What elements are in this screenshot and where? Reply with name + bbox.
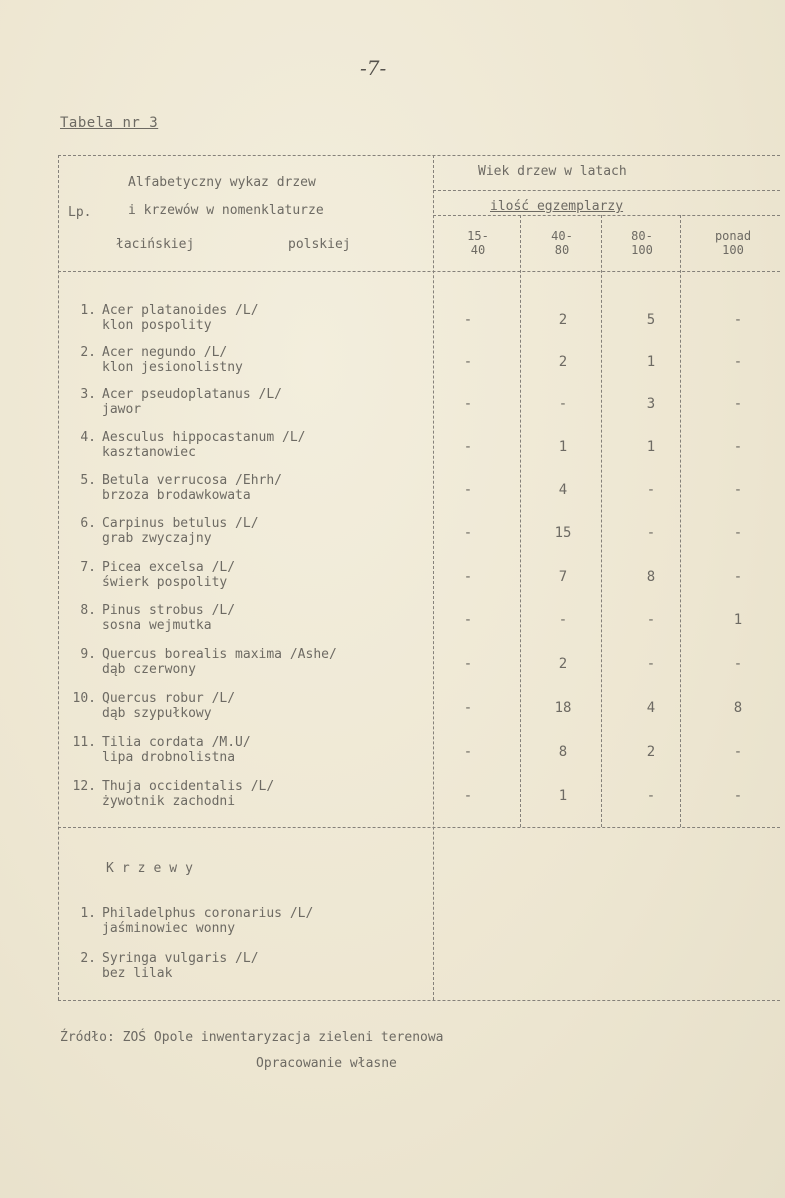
polish-name: dąb szypułkowy bbox=[102, 706, 212, 721]
header-col-40-80 bbox=[524, 229, 600, 257]
table-row bbox=[58, 303, 780, 347]
header-lp: Lp. bbox=[68, 205, 92, 220]
value-40-80: 2 bbox=[558, 656, 568, 672]
table-top-border bbox=[58, 155, 780, 156]
value-80-100: 5 bbox=[646, 312, 656, 328]
table-row bbox=[58, 387, 780, 431]
row-number: 10. bbox=[72, 691, 96, 706]
value-15-40: - bbox=[463, 612, 473, 628]
latin-name: Picea excelsa /L/ bbox=[102, 560, 236, 575]
value-over-100: 1 bbox=[733, 612, 743, 628]
value-15-40: - bbox=[463, 439, 473, 455]
header-col-bottom: 100 bbox=[722, 243, 744, 257]
tree-table bbox=[58, 155, 780, 1001]
table-row bbox=[58, 779, 780, 823]
value-over-100: - bbox=[733, 525, 743, 541]
page-number: -7- bbox=[360, 56, 387, 80]
table-row bbox=[58, 345, 780, 389]
trees-bottom-border bbox=[58, 827, 780, 828]
polish-name: dąb czerwony bbox=[102, 662, 196, 677]
header-col-bottom: 80 bbox=[554, 243, 570, 257]
row-number: 2. bbox=[80, 345, 96, 360]
latin-name: Betula verrucosa /Ehrh/ bbox=[102, 473, 283, 488]
polish-name: sosna wejmutka bbox=[102, 618, 212, 633]
latin-name: Tilia cordata /M.U/ bbox=[102, 735, 251, 750]
value-15-40: - bbox=[463, 482, 473, 498]
table-row bbox=[58, 560, 780, 604]
latin-name: Pinus strobus /L/ bbox=[102, 603, 236, 618]
value-40-80: 7 bbox=[558, 569, 568, 585]
header-name-line1: Alfabetyczny wykaz drzew bbox=[128, 175, 316, 190]
value-over-100: - bbox=[733, 744, 743, 760]
row-number: 7. bbox=[80, 560, 96, 575]
row-number: 11. bbox=[72, 735, 96, 750]
value-15-40: - bbox=[463, 656, 473, 672]
table-bottom-border bbox=[58, 1000, 780, 1001]
value-40-80: 8 bbox=[558, 744, 568, 760]
latin-name: Quercus robur /L/ bbox=[102, 691, 236, 706]
polish-name: żywotnik zachodni bbox=[102, 794, 236, 809]
value-80-100: 8 bbox=[646, 569, 656, 585]
table-row bbox=[58, 647, 780, 691]
table-row bbox=[58, 473, 780, 517]
value-15-40: - bbox=[463, 354, 473, 370]
value-40-80: 1 bbox=[558, 439, 568, 455]
shrub-row bbox=[58, 951, 438, 995]
latin-name: Acer negundo /L/ bbox=[102, 345, 228, 360]
polish-name: klon pospolity bbox=[102, 318, 212, 333]
value-15-40: - bbox=[463, 396, 473, 412]
value-80-100: 4 bbox=[646, 700, 656, 716]
row-number: 4. bbox=[80, 430, 96, 445]
value-40-80: 1 bbox=[558, 788, 568, 804]
value-80-100: - bbox=[646, 656, 656, 672]
latin-name: Syringa vulgaris /L/ bbox=[102, 951, 259, 966]
latin-name: Acer pseudoplatanus /L/ bbox=[102, 387, 283, 402]
table-row bbox=[58, 691, 780, 735]
header-col-bottom: 40 bbox=[470, 243, 486, 257]
header-col-80-100 bbox=[604, 229, 680, 257]
row-number: 1. bbox=[80, 303, 96, 318]
latin-name: Thuja occidentalis /L/ bbox=[102, 779, 275, 794]
value-15-40: - bbox=[463, 700, 473, 716]
row-number: 5. bbox=[80, 473, 96, 488]
value-over-100: - bbox=[733, 396, 743, 412]
shrub-row bbox=[58, 906, 438, 950]
header-col-top: ponad bbox=[714, 229, 752, 243]
value-40-80: 2 bbox=[558, 354, 568, 370]
value-40-80: 18 bbox=[554, 700, 572, 716]
header-count: ilość egzemplarzy bbox=[490, 199, 624, 214]
header-name-line2: i krzewów w nomenklaturze bbox=[128, 203, 324, 218]
polish-name: bez lilak bbox=[102, 966, 173, 981]
value-15-40: - bbox=[463, 312, 473, 328]
row-number: 3. bbox=[80, 387, 96, 402]
value-80-100: - bbox=[646, 525, 656, 541]
value-80-100: 1 bbox=[646, 354, 656, 370]
value-over-100: - bbox=[733, 439, 743, 455]
value-40-80: 4 bbox=[558, 482, 568, 498]
value-80-100: 2 bbox=[646, 744, 656, 760]
row-number: 6. bbox=[80, 516, 96, 531]
row-number: 12. bbox=[72, 779, 96, 794]
value-80-100: - bbox=[646, 482, 656, 498]
polish-name: lipa drobnolistna bbox=[102, 750, 236, 765]
age-header-divider bbox=[433, 190, 780, 191]
row-number: 2. bbox=[80, 951, 96, 966]
header-col-15-40 bbox=[438, 229, 518, 257]
value-over-100: 8 bbox=[733, 700, 743, 716]
polish-name: brzoza brodawkowata bbox=[102, 488, 251, 503]
row-number: 9. bbox=[80, 647, 96, 662]
table-row bbox=[58, 516, 780, 560]
table-row bbox=[58, 735, 780, 779]
value-over-100: - bbox=[733, 312, 743, 328]
value-over-100: - bbox=[733, 788, 743, 804]
polish-name: jaśminowiec wonny bbox=[102, 921, 236, 936]
value-over-100: - bbox=[733, 482, 743, 498]
header-latin: łacińskiej bbox=[116, 237, 195, 252]
row-number: 8. bbox=[80, 603, 96, 618]
row-number: 1. bbox=[80, 906, 96, 921]
value-80-100: 1 bbox=[646, 439, 656, 455]
header-bottom-border bbox=[58, 271, 780, 272]
header-age: Wiek drzew w latach bbox=[478, 164, 627, 179]
header-col-top: 15- bbox=[467, 229, 489, 243]
value-40-80: 2 bbox=[558, 312, 568, 328]
shrubs-heading: Krzewy bbox=[106, 861, 201, 876]
header-col-top: 80- bbox=[631, 229, 653, 243]
source-note: Źródło: ZOŚ Opole inwentaryzacja zieleni terenowa bbox=[60, 1030, 444, 1045]
table-title: Tabela nr 3 bbox=[60, 115, 159, 131]
polish-name: klon jesionolistny bbox=[102, 360, 243, 375]
value-80-100: - bbox=[646, 612, 656, 628]
value-15-40: - bbox=[463, 525, 473, 541]
value-40-80: - bbox=[558, 396, 568, 412]
value-80-100: 3 bbox=[646, 396, 656, 412]
table-row bbox=[58, 430, 780, 474]
header-col-top: 40- bbox=[551, 229, 573, 243]
polish-name: grab zwyczajny bbox=[102, 531, 212, 546]
latin-name: Quercus borealis maxima /Ashe/ bbox=[102, 647, 337, 662]
value-40-80: 15 bbox=[554, 525, 572, 541]
value-15-40: - bbox=[463, 788, 473, 804]
polish-name: kasztanowiec bbox=[102, 445, 196, 460]
value-80-100: - bbox=[646, 788, 656, 804]
header-polish: polskiej bbox=[288, 237, 351, 252]
value-over-100: - bbox=[733, 354, 743, 370]
value-over-100: - bbox=[733, 569, 743, 585]
table-row bbox=[58, 603, 780, 647]
value-40-80: - bbox=[558, 612, 568, 628]
polish-name: świerk pospolity bbox=[102, 575, 228, 590]
latin-name: Carpinus betulus /L/ bbox=[102, 516, 259, 531]
header-col-over-100 bbox=[688, 229, 778, 257]
count-header-divider bbox=[433, 215, 780, 216]
author-note: Opracowanie własne bbox=[256, 1056, 397, 1071]
latin-name: Philadelphus coronarius /L/ bbox=[102, 906, 314, 921]
polish-name: jawor bbox=[102, 402, 142, 417]
latin-name: Aesculus hippocastanum /L/ bbox=[102, 430, 306, 445]
latin-name: Acer platanoides /L/ bbox=[102, 303, 259, 318]
value-over-100: - bbox=[733, 656, 743, 672]
value-15-40: - bbox=[463, 569, 473, 585]
value-15-40: - bbox=[463, 744, 473, 760]
header-col-bottom: 100 bbox=[631, 243, 653, 257]
